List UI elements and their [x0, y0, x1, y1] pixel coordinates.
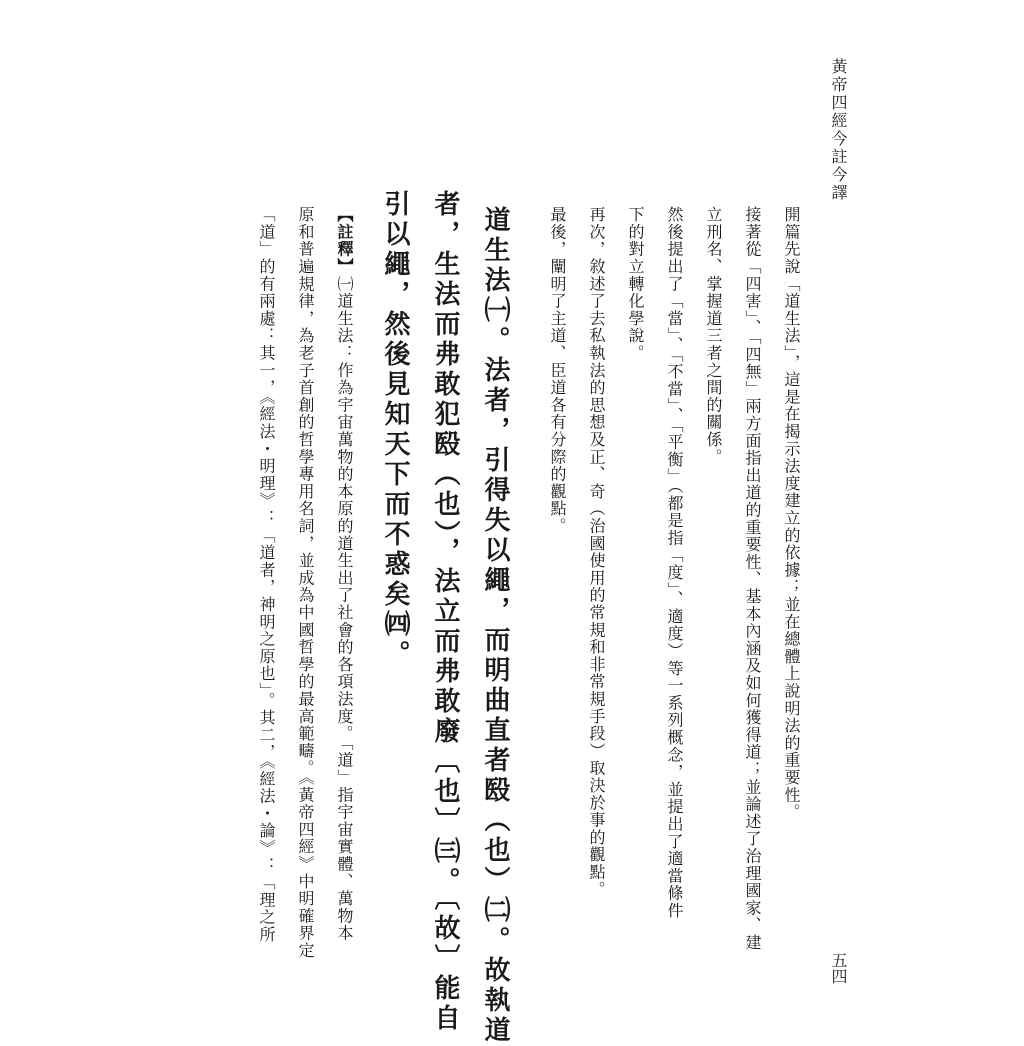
- running-head: 黃帝四經今註今譯: [829, 58, 848, 202]
- note-text: ㈠道生法：作為宇宙萬物的本原的道生出了社會的各項法度。「道」指宇宙實體、萬物本: [335, 275, 354, 942]
- page-number: 五四: [829, 952, 848, 984]
- note-column: 「道」的有兩處：其一，《經法・明理》：「道者，神明之原也」。其二，《經法・論》：「理之所: [257, 206, 276, 944]
- intro-column: 立刑名、掌握道三者之間的關係。: [704, 206, 723, 466]
- note-column: [336, 206, 352, 942]
- intro-column: 下的對立轉化學說。: [626, 206, 645, 362]
- intro-column: 最後，闡明了主道、臣道各有分際的觀點。: [548, 206, 567, 535]
- main-text-column: 引以繩，然後見知天下而不惑矣㈣。: [380, 190, 410, 670]
- note-column: 原和普遍規律，為老子首創的哲學專用名詞，並成為中國哲學的最高範疇。《黃帝四經》中明確界定: [296, 206, 315, 960]
- intro-column: 然後提出了「當」、「不當」、「平衡」（都是指「度」、適度）等一系列概念，並提出了適當條件: [665, 206, 684, 920]
- intro-column: 接著從「四害」、「四無」兩方面指出道的重要性、基本內涵及如何獲得道；並論述了治理國家、建: [743, 206, 762, 952]
- main-text-column: 道生法㈠。法者，引得失以繩，而明曲直者殹（也）㈡。故執道: [480, 206, 510, 1046]
- intro-column: 開篇先說「道生法」，這是在揭示法度建立的依據；並在總體上說明法的重要性。: [782, 206, 801, 821]
- note-tag: 【註釋】: [335, 206, 354, 276]
- main-text-column: 者，生法而弗敢犯殹（也），法立而弗敢廢〔也〕㈢。〔故〕能自: [430, 190, 460, 1034]
- intro-column: 再次，敘述了去私執法的思想及正、奇（治國使用的常規和非常規手段）取決於事的觀點。: [587, 206, 606, 898]
